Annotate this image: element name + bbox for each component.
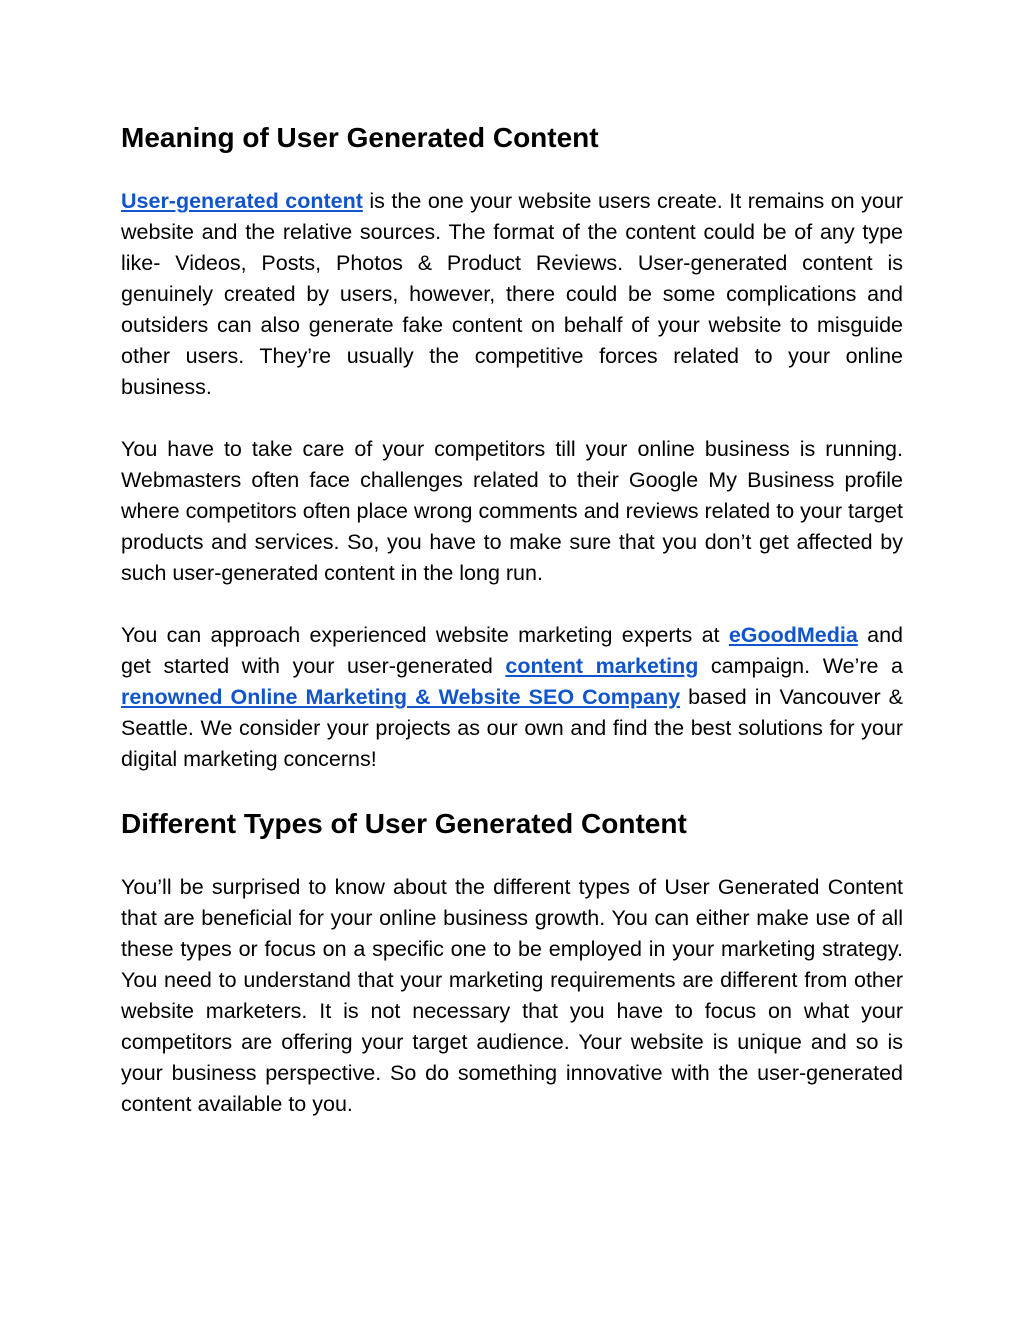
link-content-marketing[interactable]: content marketing — [505, 654, 699, 678]
section-heading-types: Different Types of User Generated Content — [121, 808, 687, 839]
paragraph-egoodmedia-text-3: campaign. We’re a — [698, 654, 903, 678]
document-page — [121, 118, 903, 1120]
paragraph-egoodmedia-text-1: You can approach experienced website marketing experts at — [121, 623, 729, 647]
paragraph-competitors: You have to take care of your competitors till your online business is running. Webmasters often face challenges related to their Google My Business profile where competitors often place wrong comments and reviews related to your target products and services. So, you have to make sure that you don’t get affected by such user-generated content in the long run. — [121, 437, 903, 585]
paragraph-intro — [121, 186, 903, 403]
paragraph-egoodmedia-text-4: based in Vancouver & Seattle. We consider your projects as our own and find the best solutions for your digital marketing concerns! — [121, 685, 904, 771]
section-heading-meaning: Meaning of User Generated Content — [121, 122, 599, 153]
paragraph-types: You’ll be surprised to know about the different types of User Generated Content that are beneficial for your online business growth. You can either make use of all these types or focus on a specific one to be employed in your marketing strategy. You need to understand that your marketing requirements are different from other website marketers. It is not necessary that you have to focus on what your competitors are offering your target audience. Your website is unique and so is your business perspective. So do something innovative with the user-generated content available to you. — [121, 875, 903, 1116]
paragraph-egoodmedia — [121, 620, 903, 775]
paragraph-intro-text: is the one your website users create. It remains on your website and the relative sources. The format of the content could be of any type like- Videos, Posts, Photos & Product Reviews. User-generated content is genuinely created by users, however, there could be some complications and outsiders can also generate fake content on behalf of your website to misguide other users. They’re usually the competitive forces related to your online business. — [121, 189, 903, 399]
link-egoodmedia[interactable]: eGoodMedia — [728, 623, 858, 647]
link-seo-company[interactable]: renowned Online Marketing & Website SEO Company — [121, 685, 681, 709]
paragraph-egoodmedia-text-2: and get started with your user-generated — [121, 623, 903, 678]
link-user-generated-content[interactable]: User-generated content — [121, 189, 363, 213]
